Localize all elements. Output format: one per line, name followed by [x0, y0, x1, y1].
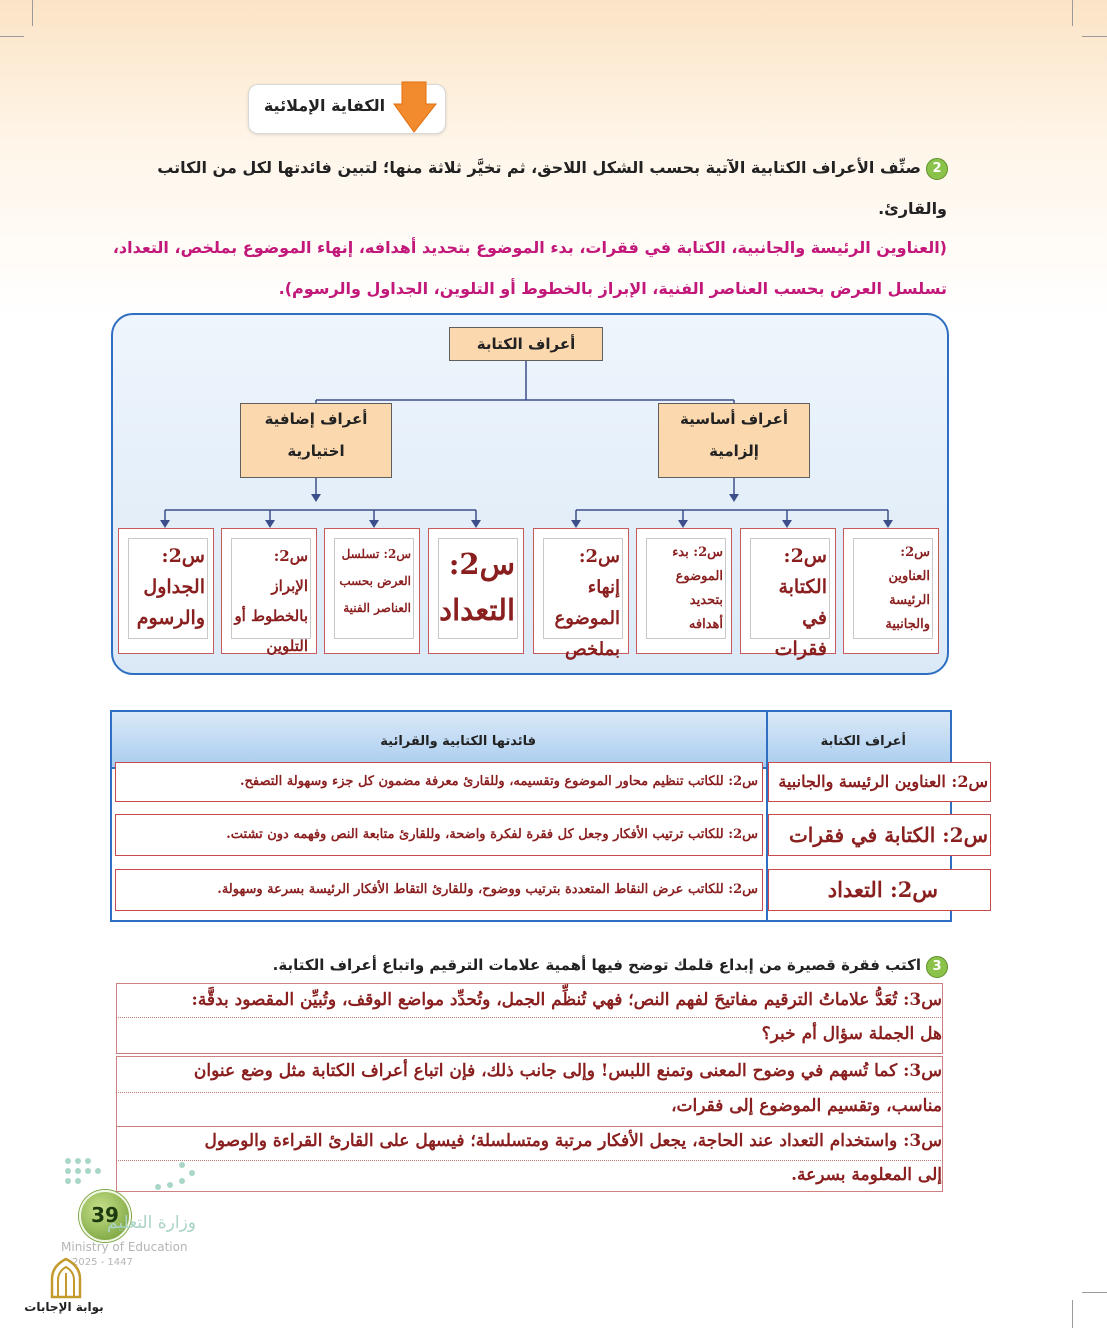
table-row-benefit: س2: للكاتب تنظيم محاور الموضوع وتقسيمه، وللقارئ معرفة مضمون كل جزء وسهولة التصفح. — [115, 762, 763, 802]
leaf-text-line: العناوين — [888, 569, 930, 584]
crop-mark — [1072, 1300, 1073, 1328]
section-title: الكفاية الإملائية — [263, 96, 386, 115]
leaf-text-line: العرض بحسب — [339, 574, 411, 588]
leaf-inner-box — [438, 538, 518, 639]
leaf-text-line: الرئيسة — [889, 593, 930, 608]
dotted-line — [116, 1092, 943, 1093]
answer-line: إلى المعلومة بسرعة. — [791, 1165, 942, 1185]
branch-mandatory-subtitle: إلزامية — [709, 442, 759, 460]
dotted-line — [116, 1053, 943, 1054]
leaf-inner-box — [231, 538, 311, 655]
question-3-prompt: اكتب فقرة قصيرة من إبداع قلمك توضح فيها أهمية علامات الترقيم واتباع أعراف الكتابة. — [272, 956, 921, 974]
dotted-line — [116, 1126, 943, 1127]
branch-optional-subtitle: اختيارية — [287, 442, 345, 460]
leaf-text-line: س2: — [448, 547, 515, 581]
answer-line: س3: واستخدام التعداد عند الحاجة، يجعل الأفكار مرتبة ومتسلسلة؛ فيسهل على القارئ القراءة والوصول — [204, 1131, 942, 1151]
answer-line: هل الجملة سؤال أم خبر؟ — [761, 1024, 942, 1044]
leaf-text-line: س2: — [161, 545, 205, 567]
branch-optional-title: أعراف إضافية — [264, 410, 368, 428]
table-row-norm: س2: العناوين الرئيسة والجانبية — [768, 762, 991, 802]
diagram-leaf-headings — [843, 528, 939, 654]
crop-mark — [1082, 1292, 1107, 1293]
diagram-root-box: أعراف الكتابة — [449, 327, 603, 361]
site-name: بوابة الإجابات — [24, 1300, 104, 1314]
leaf-text-line: بملخص — [564, 639, 620, 660]
leaf-text-line: التعداد — [439, 593, 515, 627]
leaf-text-line: س2: إنهاء — [578, 546, 620, 598]
diagram-leaf-sequence — [324, 528, 420, 654]
ministry-logo-dots-icon — [62, 1155, 202, 1195]
answer-line: س3: كما تُسهم في وضوح المعنى وتمنع اللبس! وإلى جانب ذلك، فإن اتباع أعراف الكتابة مثل وضع عنوان — [193, 1061, 942, 1081]
leaf-text-line: أهدافه — [688, 617, 723, 632]
leaf-text-line: والرسوم — [136, 607, 205, 629]
ministry-name-ar: وزارة التعليم — [107, 1213, 196, 1233]
diagram-leaf-enumeration — [428, 528, 524, 654]
branch-mandatory-title: أعراف أساسية — [679, 410, 788, 428]
leaf-inner-box — [646, 538, 726, 639]
answer-line: مناسب، وتقسيم الموضوع إلى فقرات، — [671, 1096, 942, 1116]
leaf-text-line: بالخطوط أو — [234, 607, 308, 625]
edition-year: 2025 - 1447 — [72, 1257, 133, 1268]
site-logo-icon — [44, 1255, 88, 1301]
leaf-text-line: س2: — [783, 545, 827, 567]
table-header-norm: أعراف الكتابة — [820, 734, 906, 749]
leaf-text-line: س2: بدء — [672, 545, 723, 560]
leaf-inner-box — [853, 538, 933, 639]
question-2-answer-line2: تسلسل العرض بحسب العناصر الفنية، الإبراز بالخطوط أو التلوين، الجداول والرسوم). — [278, 279, 947, 298]
leaf-text-line: بتحديد — [689, 593, 723, 608]
table-row-norm: س2: التعداد — [768, 869, 991, 911]
answer-line: س3: تُعَدُّ علاماتُ الترقيم مفاتيحَ لفهم النص؛ فهي تُنظِّم الجمل، وتُحدِّد مواضع الوقف، وتُبيِّن المقصود بدقَّة: — [191, 990, 942, 1010]
leaf-text-line: التلوين — [266, 637, 308, 655]
table-header-benefit: فائدتها الكتابية والقرائية — [380, 734, 536, 749]
diagram-leaf-tables — [118, 528, 214, 654]
leaf-text-line: الموضوع — [675, 569, 723, 584]
question-2-prompt-line2: والقارئ. — [878, 199, 947, 218]
question-2-prompt-line1: صنِّف الأعراف الكتابية الآتية بحسب الشكل اللاحق، ثم تخيَّر ثلاثة منها؛ لتبين فائدتها لكل من الكاتب — [157, 158, 921, 177]
leaf-text-line: س2: — [900, 545, 930, 560]
leaf-text-line: العناصر الفنية — [343, 601, 411, 615]
diagram-leaf-highlighting — [221, 528, 317, 654]
leaf-text-line: الجداول — [143, 576, 205, 598]
question-number-badge: 3 — [926, 956, 948, 978]
question-2-answer-line1: (العناوين الرئيسة والجانبية، الكتابة في فقرات، بدء الموضوع بتحديد أهدافه، إنهاء الموضوع بملخص، التعداد، — [112, 238, 947, 257]
question-number-badge: 2 — [926, 158, 948, 180]
leaf-inner-box — [128, 538, 208, 639]
dotted-line — [116, 1017, 943, 1018]
leaf-text-line: س2: تسلسل — [341, 547, 411, 561]
diagram-leaf-start-goals — [636, 528, 732, 654]
leaf-text-line: س2: الإبراز — [271, 547, 308, 595]
leaf-text-line: الكتابة في — [778, 576, 827, 629]
leaf-text-line: فقرات — [774, 638, 827, 660]
leaf-text-line: الموضوع — [554, 608, 620, 629]
leaf-text-line: والجانبية — [885, 617, 930, 632]
table-row-norm: س2: الكتابة في فقرات — [768, 814, 991, 856]
table-row-benefit: س2: للكاتب ترتيب الأفكار وجعل كل فقرة لفكرة واضحة، وللقارئ متابعة النص وفهمه دون تشتت. — [115, 814, 763, 856]
diagram-leaf-summary — [533, 528, 629, 660]
leaf-inner-box — [750, 538, 830, 660]
diagram-branch-mandatory — [658, 403, 810, 478]
ministry-name-en: Ministry of Education — [61, 1240, 188, 1254]
leaf-inner-box — [543, 538, 623, 660]
table-row-benefit: س2: للكاتب عرض النقاط المتعددة بترتيب ووضوح، وللقارئ التقاط الأفكار الرئيسة بسرعة وسهولة. — [115, 869, 763, 911]
dotted-line — [116, 1160, 943, 1161]
diagram-leaf-paragraphs — [740, 528, 836, 660]
leaf-inner-box — [334, 538, 414, 639]
page-number-badge: 39 — [79, 1190, 131, 1242]
diagram-branch-optional — [240, 403, 392, 478]
